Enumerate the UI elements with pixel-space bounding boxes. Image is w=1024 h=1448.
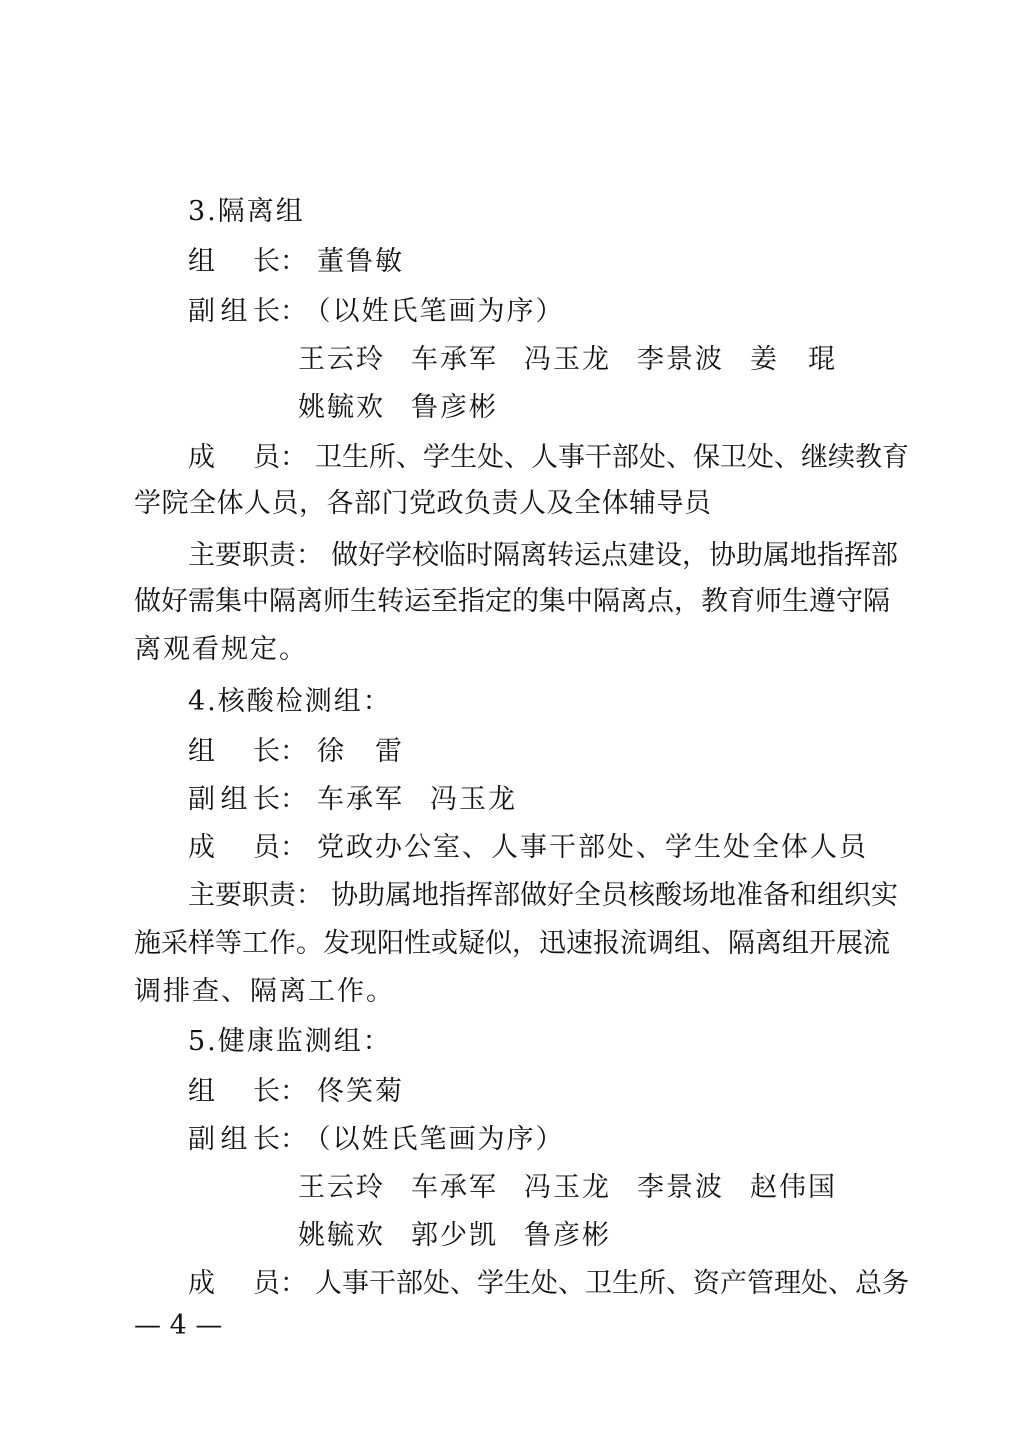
section-5-leader-line — [188, 1074, 404, 1110]
colon: ： — [280, 246, 309, 277]
colon: ： — [296, 880, 323, 911]
section-5-deputy-line — [188, 1122, 565, 1158]
section-3-deputy-line — [188, 294, 565, 330]
section-4-duty-line-2: 施采样等工作。发现阳性或疑似，迅速报流调组、隔离组开展流 — [134, 928, 890, 959]
members-label: 成 员 — [188, 1268, 280, 1299]
section-4-heading: 4.核酸检测组： — [188, 686, 392, 717]
deputy-note: （以姓氏笔画为序） — [317, 1124, 565, 1155]
leader-name: 徐 雷 — [317, 736, 404, 767]
leader-name: 佟笑菊 — [317, 1076, 404, 1107]
section-4-duty-line-1 — [134, 878, 898, 914]
section-4-leader-line — [188, 734, 404, 770]
colon: ： — [280, 1124, 309, 1155]
leader-label: 组 长 — [188, 736, 280, 767]
colon: ： — [280, 784, 309, 815]
section-3-duty-line-1 — [134, 538, 898, 574]
deputy-name: 赵伟国 — [750, 1172, 837, 1203]
deputy-name: 李景波 — [637, 344, 724, 375]
members-label: 成 员 — [188, 442, 280, 473]
colon: ： — [296, 540, 323, 571]
deputy-name: 车承军 — [411, 344, 498, 375]
deputy-name: 车承军 — [317, 784, 404, 815]
section-3-members-line-1 — [134, 440, 909, 476]
section-5-members-line-1 — [134, 1266, 909, 1302]
section-4-duty-line-3: 调排查、隔离工作。 — [134, 976, 395, 1007]
leader-name: 董鲁敏 — [317, 246, 404, 277]
colon: ： — [280, 1076, 309, 1107]
colon: ： — [280, 1268, 307, 1299]
deputy-name: 郭少凯 — [411, 1220, 498, 1251]
deputy-name: 冯玉龙 — [524, 1172, 611, 1203]
deputy-name: 王云玲 — [298, 1172, 385, 1203]
duty-text: 协助属地指挥部做好全员核酸场地准备和组织实 — [331, 880, 898, 911]
duty-label: 主要职责 — [188, 540, 296, 571]
section-5-heading: 5.健康监测组： — [188, 1026, 392, 1057]
deputy-name: 冯玉龙 — [524, 344, 611, 375]
section-3-members-line-2: 学院全体人员，各部门党政负责人及全体辅导员 — [134, 488, 712, 519]
deputy-name: 鲁彦彬 — [524, 1220, 611, 1251]
deputy-name: 冯玉龙 — [430, 784, 517, 815]
deputy-note: （以姓氏笔画为序） — [317, 296, 565, 327]
members-text: 人事干部处、学生处、卫生所、资产管理处、总务 — [315, 1268, 909, 1299]
section-3-duty-line-2: 做好需集中隔离师生转运至指定的集中隔离点，教育师生遵守隔 — [134, 586, 890, 617]
deputy-name: 姜 琨 — [750, 344, 837, 375]
deputy-label: 副组长 — [188, 296, 280, 327]
colon: ： — [280, 736, 309, 767]
section-3-deputies-row-1 — [298, 342, 863, 378]
section-4-members-line — [188, 830, 868, 866]
section-5-deputies-row-1 — [298, 1170, 863, 1206]
section-3-deputies-row-2 — [298, 390, 524, 426]
deputy-name: 李景波 — [637, 1172, 724, 1203]
duty-text: 做好学校临时隔离转运点建设，协助属地指挥部 — [331, 540, 898, 571]
members-label: 成 员 — [188, 832, 280, 863]
deputy-name: 姚毓欢 — [298, 392, 385, 423]
deputy-name: 车承军 — [411, 1172, 498, 1203]
page-number: — 4 — — [134, 1310, 223, 1341]
members-text: 党政办公室、人事干部处、学生处全体人员 — [317, 832, 868, 863]
deputy-label: 副组长 — [188, 784, 280, 815]
deputy-name: 鲁彦彬 — [411, 392, 498, 423]
deputy-label: 副组长 — [188, 1124, 280, 1155]
section-3-leader-line — [188, 244, 404, 280]
colon: ： — [280, 442, 307, 473]
duty-label: 主要职责 — [188, 880, 296, 911]
leader-label: 组 长 — [188, 1076, 280, 1107]
leader-label: 组 长 — [188, 246, 280, 277]
deputy-name: 姚毓欢 — [298, 1220, 385, 1251]
colon: ： — [280, 832, 309, 863]
section-5-deputies-row-2 — [298, 1218, 637, 1254]
members-text: 卫生所、学生处、人事干部处、保卫处、继续教育 — [315, 442, 909, 473]
section-4-deputy-line — [188, 782, 543, 818]
section-3-heading: 3.隔离组 — [188, 196, 305, 227]
section-3-duty-line-3: 离观看规定。 — [134, 634, 308, 665]
deputy-name: 王云玲 — [298, 344, 385, 375]
colon: ： — [280, 296, 309, 327]
